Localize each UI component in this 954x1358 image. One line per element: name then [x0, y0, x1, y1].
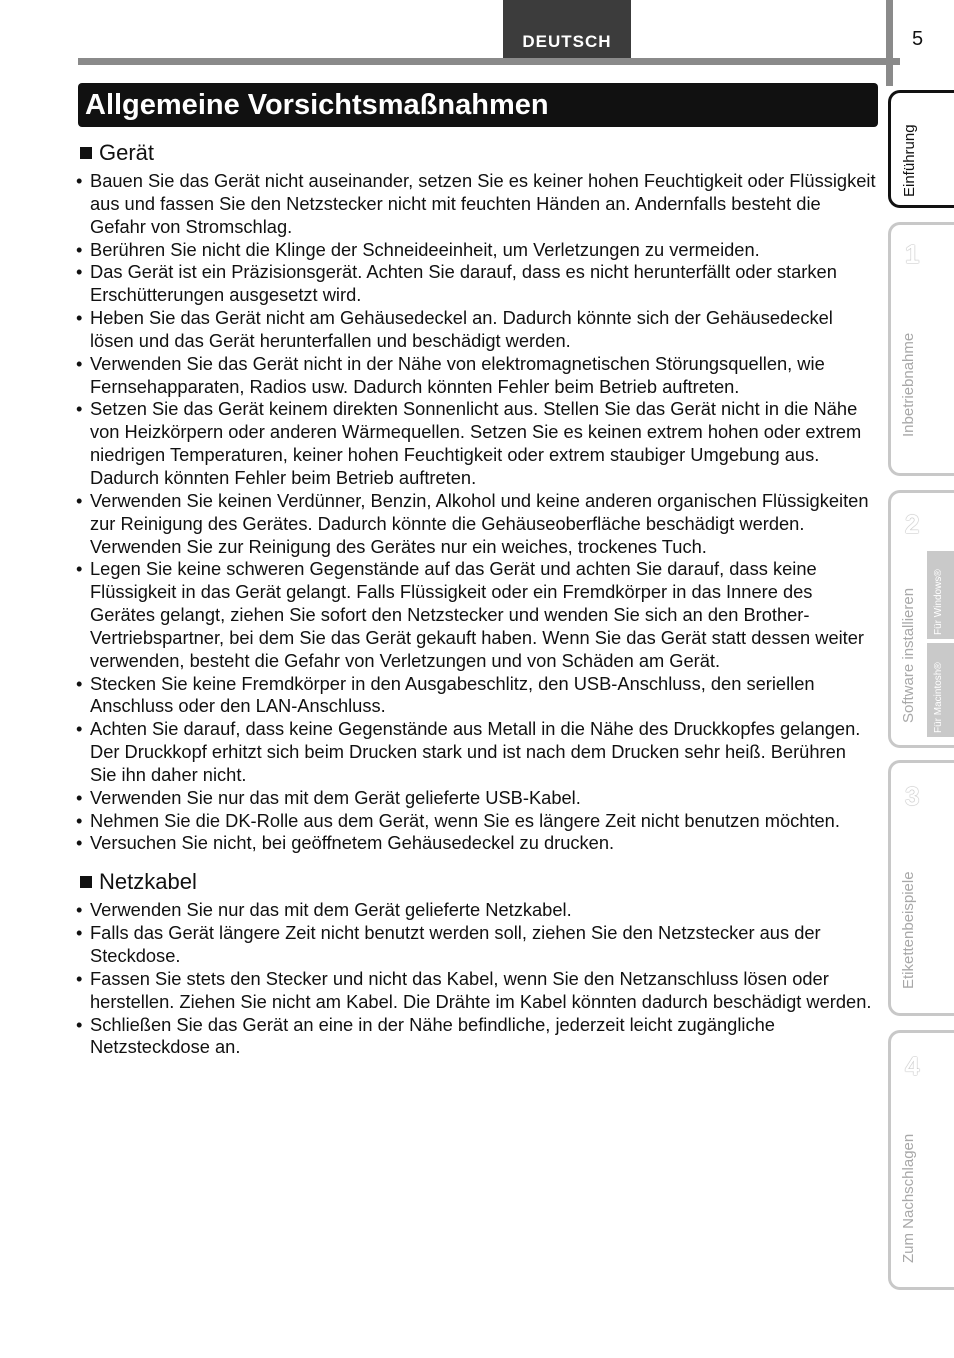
- square-bullet-icon: [80, 876, 92, 888]
- side-tab-1[interactable]: [888, 222, 954, 476]
- list-item: • Achten Sie darauf, dass keine Gegenstände aus Metall in die Nähe des Druckkopfes gelangen. Der Druckkopf erhitzt sich beim Drucken stark und ist nach dem Drucken sehr heiß. Berühren Sie ihn daher nicht.: [76, 718, 876, 787]
- sub-tab-windows[interactable]: [927, 551, 954, 639]
- list-item: • Heben Sie das Gerät nicht am Gehäusedeckel an. Dadurch könnte sich der Gehäusedeckel lösen und das Gerät herunterfallen und beschädigt werden.: [76, 307, 876, 353]
- list-item: • Falls das Gerät längere Zeit nicht benutzt werden soll, ziehen Sie den Netzstecker aus der Steckdose.: [76, 922, 876, 968]
- header-rule: [78, 58, 900, 65]
- list-item: • Fassen Sie stets den Stecker und nicht das Kabel, wenn Sie den Netzanschluss lösen oder herstellen. Ziehen Sie nicht am Kabel. Die Drähte im Kabel könnten dadurch beschädigt werden.: [76, 968, 876, 1014]
- side-tab-number: 3: [905, 781, 920, 811]
- header-vertical-rule: [886, 0, 893, 86]
- list-item: • Nehmen Sie die DK-Rolle aus dem Gerät, wenn Sie es längere Zeit nicht benutzen möchten.: [76, 810, 876, 833]
- list-item: • Verwenden Sie nur das mit dem Gerät gelieferte USB-Kabel.: [76, 787, 876, 810]
- sub-tab-label: Für Windows®: [933, 569, 944, 635]
- list-item: • Stecken Sie keine Fremdkörper in den Ausgabeschlitz, den USB-Anschluss, den seriellen Anschluss oder den LAN-Anschluss.: [76, 673, 876, 719]
- side-tab-label: Software installieren: [900, 587, 917, 723]
- language-label: [503, 0, 631, 58]
- side-tab-label: Einführung: [901, 124, 918, 197]
- side-tab-number: 2: [905, 509, 920, 539]
- content: [76, 140, 876, 1059]
- list-item: • Schließen Sie das Gerät an eine in der Nähe befindliche, jederzeit leicht zugängliche Netzsteckdose an.: [76, 1014, 876, 1060]
- list-item: • Legen Sie keine schweren Gegenstände auf das Gerät und achten Sie darauf, dass keine Flüssigkeit in das Gerät gelangt. Falls Flüssigkeit oder ein Fremdkörper in das Innere des Gerätes gelangt, ziehen Sie sofort den Netzstecker und wenden Sie sich an den Brother-Vertriebspartner, bei dem Sie das Gerät gekauft haben. Wenn Sie das Gerät statt dessen weiter verwenden, besteht die Gefahr von Verletzungen und von Schäden am Gerät.: [76, 558, 876, 672]
- language-text: DEUTSCH: [522, 32, 612, 51]
- section-heading-geraet: [76, 140, 876, 166]
- side-tab-label: Etikettenbeispiele: [900, 871, 917, 989]
- section-heading-netzkabel: [76, 869, 876, 895]
- sub-tab-macintosh[interactable]: [927, 643, 954, 737]
- bullet-list-netzkabel: [76, 899, 876, 1059]
- side-tab-label: Zum Nachschlagen: [900, 1133, 917, 1263]
- list-item: • Verwenden Sie keinen Verdünner, Benzin, Alkohol und keine anderen organischen Flüssigkeiten zur Reinigung des Gerätes. Dadurch könnte die Gehäuseoberfläche beschädigt werden. Verwenden Sie zur Reinigung des Gerätes nur ein weiches, trockenes Tuch.: [76, 490, 876, 559]
- side-tab-number: 1: [905, 239, 920, 269]
- side-tab-2[interactable]: [888, 490, 954, 748]
- side-tab-3[interactable]: [888, 760, 954, 1016]
- sub-tab-label: Für Macintosh®: [933, 662, 944, 733]
- list-item: • Setzen Sie das Gerät keinem direkten Sonnenlicht aus. Stellen Sie das Gerät nicht in die Nähe von Heizkörpern oder anderen Wärmequellen. Setzen Sie es keinen extrem hohen oder extrem niedrigen Temperaturen, keiner hohen Feuchtigkeit oder extrem staubiger Umgebung aus. Dadurch könnten Fehler beim Betrieb auftreten.: [76, 398, 876, 489]
- page-title-bar: [78, 83, 878, 127]
- section-heading-text: Netzkabel: [99, 869, 197, 895]
- list-item: • Bauen Sie das Gerät nicht auseinander, setzen Sie es keiner hohen Feuchtigkeit oder Flüssigkeit aus und fassen Sie den Netzstecker nicht mit feuchten Händen an. Andernfalls besteht die Gefahr von Stromschlag.: [76, 170, 876, 239]
- section-gap: [76, 855, 876, 869]
- page-title: Allgemeine Vorsichtsmaßnahmen: [85, 89, 549, 121]
- list-item: • Versuchen Sie nicht, bei geöffnetem Gehäusedeckel zu drucken.: [76, 832, 876, 855]
- square-bullet-icon: [80, 147, 92, 159]
- list-item: • Verwenden Sie das Gerät nicht in der Nähe von elektromagnetischen Störungsquellen, wie Fernsehapparaten, Radios usw. Dadurch könnten Fehler beim Betrieb auftreten.: [76, 353, 876, 399]
- page-number: 5: [912, 28, 924, 50]
- side-tab-4[interactable]: [888, 1030, 954, 1290]
- section-heading-text: Gerät: [99, 140, 155, 165]
- side-tab-einfuehrung[interactable]: [888, 90, 954, 208]
- side-tab-number: 4: [905, 1051, 920, 1081]
- bullet-list-geraet: [76, 170, 876, 855]
- side-tab-label: Inbetriebnahme: [900, 332, 917, 437]
- list-item: • Das Gerät ist ein Präzisionsgerät. Achten Sie darauf, dass es nicht herunterfällt oder starken Erschütterungen ausgesetzt wird.: [76, 261, 876, 307]
- list-item: • Verwenden Sie nur das mit dem Gerät gelieferte Netzkabel.: [76, 899, 876, 922]
- list-item: • Berühren Sie nicht die Klinge der Schneideeinheit, um Verletzungen zu vermeiden.: [76, 239, 876, 262]
